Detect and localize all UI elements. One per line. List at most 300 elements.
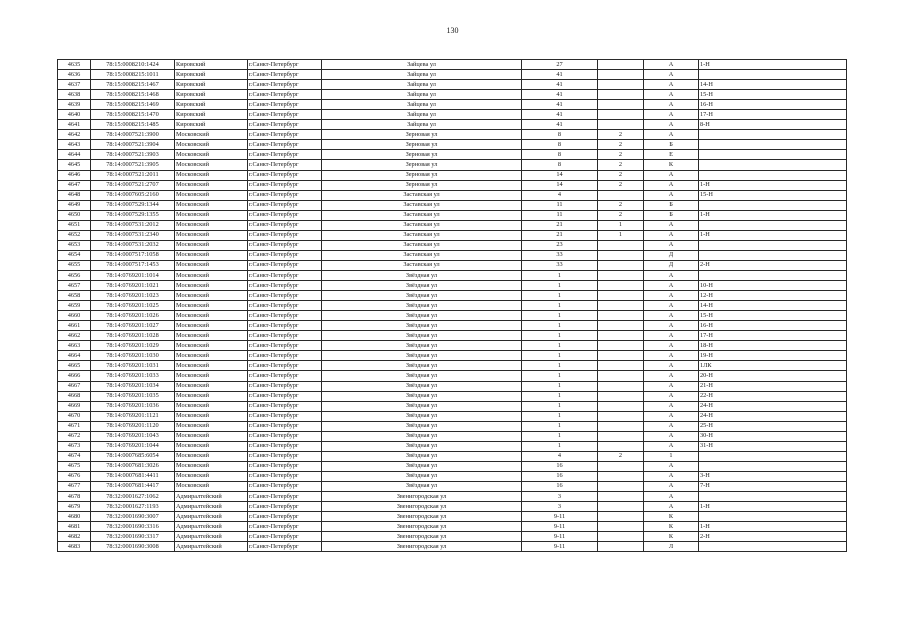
row-number-cell: 4638 xyxy=(58,90,91,100)
house-cell: 21 xyxy=(522,230,598,240)
row-number-cell: 4675 xyxy=(58,461,91,471)
letter-cell: А xyxy=(644,502,699,512)
district-cell: Адмиралтейский xyxy=(175,522,248,532)
district-cell: Кировский xyxy=(175,80,248,90)
table-row xyxy=(58,110,847,120)
letter-cell: А xyxy=(644,230,699,240)
street-cell: Зерновая ул xyxy=(322,130,522,140)
table-row xyxy=(58,431,847,441)
district-cell: Московский xyxy=(175,391,248,401)
building-cell: 1 xyxy=(598,230,644,240)
street-cell: Звёздная ул xyxy=(322,331,522,341)
street-cell: Зерновая ул xyxy=(322,180,522,190)
row-number-cell: 4641 xyxy=(58,120,91,130)
building-cell xyxy=(598,281,644,291)
letter-cell: А xyxy=(644,311,699,321)
cadastral-number-cell: 78:14:0769201:1043 xyxy=(91,431,175,441)
cadastral-number-cell: 78:32:0001627:1193 xyxy=(91,502,175,512)
district-cell: Московский xyxy=(175,220,248,230)
letter-cell: К xyxy=(644,512,699,522)
street-cell: Звёздная ул xyxy=(322,481,522,491)
premises-cell: 1-Н xyxy=(699,230,847,240)
house-cell: 11 xyxy=(522,210,598,220)
district-cell: Кировский xyxy=(175,60,248,70)
row-number-cell: 4674 xyxy=(58,451,91,461)
street-cell: Зайцева ул xyxy=(322,110,522,120)
table-row xyxy=(58,250,847,260)
district-cell: Адмиралтейский xyxy=(175,492,248,502)
table-row xyxy=(58,351,847,361)
cadastral-number-cell: 78:14:0007685:6054 xyxy=(91,451,175,461)
street-cell: Звёздная ул xyxy=(322,441,522,451)
district-cell: Московский xyxy=(175,421,248,431)
street-cell: Заставская ул xyxy=(322,190,522,200)
house-cell: 1 xyxy=(522,411,598,421)
letter-cell: А xyxy=(644,351,699,361)
building-cell xyxy=(598,70,644,80)
building-cell xyxy=(598,250,644,260)
street-cell: Звенигородская ул xyxy=(322,532,522,542)
row-number-cell: 4645 xyxy=(58,160,91,170)
table-row xyxy=(58,411,847,421)
cadastral-number-cell: 78:14:0769201:1036 xyxy=(91,401,175,411)
row-number-cell: 4663 xyxy=(58,341,91,351)
building-cell: 2 xyxy=(598,160,644,170)
street-cell: Звенигородская ул xyxy=(322,492,522,502)
district-cell: Кировский xyxy=(175,120,248,130)
table-row xyxy=(58,220,847,230)
building-cell: 2 xyxy=(598,200,644,210)
letter-cell: Б xyxy=(644,200,699,210)
house-cell: 41 xyxy=(522,110,598,120)
letter-cell: А xyxy=(644,481,699,491)
city-cell: г.Санкт-Петербург xyxy=(248,381,322,391)
city-cell: г.Санкт-Петербург xyxy=(248,301,322,311)
premises-cell: 24-Н xyxy=(699,411,847,421)
row-number-cell: 4652 xyxy=(58,230,91,240)
letter-cell: А xyxy=(644,381,699,391)
premises-cell xyxy=(699,542,847,552)
house-cell: 4 xyxy=(522,451,598,461)
row-number-cell: 4676 xyxy=(58,471,91,481)
street-cell: Звёздная ул xyxy=(322,391,522,401)
house-cell: 1 xyxy=(522,381,598,391)
building-cell xyxy=(598,522,644,532)
street-cell: Звёздная ул xyxy=(322,351,522,361)
house-cell: 1 xyxy=(522,421,598,431)
house-cell: 1 xyxy=(522,361,598,371)
city-cell: г.Санкт-Петербург xyxy=(248,411,322,421)
city-cell: г.Санкт-Петербург xyxy=(248,461,322,471)
house-cell: 41 xyxy=(522,70,598,80)
city-cell: г.Санкт-Петербург xyxy=(248,401,322,411)
district-cell: Адмиралтейский xyxy=(175,532,248,542)
letter-cell: А xyxy=(644,240,699,250)
table-row xyxy=(58,481,847,491)
table-row xyxy=(58,291,847,301)
city-cell: г.Санкт-Петербург xyxy=(248,60,322,70)
letter-cell: А xyxy=(644,371,699,381)
row-number-cell: 4656 xyxy=(58,270,91,280)
building-cell xyxy=(598,431,644,441)
street-cell: Звёздная ул xyxy=(322,321,522,331)
house-cell: 8 xyxy=(522,140,598,150)
table-row xyxy=(58,331,847,341)
city-cell: г.Санкт-Петербург xyxy=(248,502,322,512)
letter-cell: А xyxy=(644,401,699,411)
building-cell xyxy=(598,240,644,250)
cadastral-number-cell: 78:15:0008215:1011 xyxy=(91,70,175,80)
city-cell: г.Санкт-Петербург xyxy=(248,270,322,280)
house-cell: 1 xyxy=(522,401,598,411)
row-number-cell: 4683 xyxy=(58,542,91,552)
building-cell xyxy=(598,331,644,341)
house-cell: 9-11 xyxy=(522,512,598,522)
cadastral-number-cell: 78:14:0007605:2160 xyxy=(91,190,175,200)
cadastral-number-cell: 78:14:0769201:1026 xyxy=(91,311,175,321)
letter-cell: Е xyxy=(644,150,699,160)
premises-cell: 1-Н xyxy=(699,60,847,70)
district-cell: Московский xyxy=(175,361,248,371)
house-cell: 27 xyxy=(522,60,598,70)
premises-cell: 21-Н xyxy=(699,381,847,391)
city-cell: г.Санкт-Петербург xyxy=(248,220,322,230)
premises-cell: 2-Н xyxy=(699,260,847,270)
cadastral-number-cell: 78:14:0769201:1031 xyxy=(91,361,175,371)
cadastral-number-cell: 78:14:0769201:1044 xyxy=(91,441,175,451)
row-number-cell: 4658 xyxy=(58,291,91,301)
cadastral-number-cell: 78:14:0007521:3900 xyxy=(91,130,175,140)
building-cell xyxy=(598,110,644,120)
cadastral-number-cell: 78:14:0007517:1453 xyxy=(91,260,175,270)
cadastral-number-cell: 78:14:0769201:1030 xyxy=(91,351,175,361)
row-number-cell: 4681 xyxy=(58,522,91,532)
house-cell: 14 xyxy=(522,180,598,190)
cadastral-number-cell: 78:32:0001627:1062 xyxy=(91,492,175,502)
building-cell xyxy=(598,80,644,90)
street-cell: Звёздная ул xyxy=(322,311,522,321)
letter-cell: А xyxy=(644,80,699,90)
letter-cell: К xyxy=(644,522,699,532)
building-cell xyxy=(598,351,644,361)
table-row xyxy=(58,441,847,451)
city-cell: г.Санкт-Петербург xyxy=(248,512,322,522)
city-cell: г.Санкт-Петербург xyxy=(248,471,322,481)
district-cell: Московский xyxy=(175,321,248,331)
street-cell: Зайцева ул xyxy=(322,70,522,80)
table-row xyxy=(58,230,847,240)
row-number-cell: 4661 xyxy=(58,321,91,331)
street-cell: Звёздная ул xyxy=(322,401,522,411)
letter-cell: 1 xyxy=(644,451,699,461)
cadastral-number-cell: 78:14:0769201:1014 xyxy=(91,270,175,280)
district-cell: Кировский xyxy=(175,90,248,100)
house-cell: 41 xyxy=(522,90,598,100)
row-number-cell: 4680 xyxy=(58,512,91,522)
row-number-cell: 4636 xyxy=(58,70,91,80)
premises-cell: 1-Н xyxy=(699,180,847,190)
city-cell: г.Санкт-Петербург xyxy=(248,240,322,250)
house-cell: 41 xyxy=(522,120,598,130)
table-row xyxy=(58,391,847,401)
row-number-cell: 4648 xyxy=(58,190,91,200)
house-cell: 3 xyxy=(522,502,598,512)
district-cell: Московский xyxy=(175,381,248,391)
table-row xyxy=(58,281,847,291)
letter-cell: А xyxy=(644,110,699,120)
table-row xyxy=(58,180,847,190)
building-cell xyxy=(598,301,644,311)
city-cell: г.Санкт-Петербург xyxy=(248,481,322,491)
row-number-cell: 4677 xyxy=(58,481,91,491)
building-cell xyxy=(598,411,644,421)
city-cell: г.Санкт-Петербург xyxy=(248,230,322,240)
building-cell: 1 xyxy=(598,220,644,230)
house-cell: 23 xyxy=(522,240,598,250)
city-cell: г.Санкт-Петербург xyxy=(248,170,322,180)
street-cell: Зайцева ул xyxy=(322,80,522,90)
row-number-cell: 4646 xyxy=(58,170,91,180)
building-cell xyxy=(598,512,644,522)
street-cell: Звёздная ул xyxy=(322,270,522,280)
house-cell: 1 xyxy=(522,431,598,441)
district-cell: Московский xyxy=(175,291,248,301)
street-cell: Звёздная ул xyxy=(322,371,522,381)
city-cell: г.Санкт-Петербург xyxy=(248,532,322,542)
letter-cell: А xyxy=(644,361,699,371)
cadastral-number-cell: 78:15:0008215:1470 xyxy=(91,110,175,120)
table-row xyxy=(58,381,847,391)
row-number-cell: 4667 xyxy=(58,381,91,391)
house-cell: 16 xyxy=(522,481,598,491)
house-cell: 9-11 xyxy=(522,532,598,542)
row-number-cell: 4660 xyxy=(58,311,91,321)
table-row xyxy=(58,321,847,331)
house-cell: 3 xyxy=(522,492,598,502)
district-cell: Московский xyxy=(175,351,248,361)
premises-cell: 30-Н xyxy=(699,431,847,441)
premises-cell: 17-Н xyxy=(699,331,847,341)
premises-cell: 15-Н xyxy=(699,90,847,100)
building-cell xyxy=(598,481,644,491)
cadastral-number-cell: 78:14:0769201:1025 xyxy=(91,301,175,311)
building-cell xyxy=(598,90,644,100)
district-cell: Московский xyxy=(175,341,248,351)
building-cell xyxy=(598,341,644,351)
cadastral-number-cell: 78:14:0007681:3026 xyxy=(91,461,175,471)
city-cell: г.Санкт-Петербург xyxy=(248,421,322,431)
city-cell: г.Санкт-Петербург xyxy=(248,140,322,150)
street-cell: Звёздная ул xyxy=(322,451,522,461)
letter-cell: А xyxy=(644,321,699,331)
district-cell: Московский xyxy=(175,471,248,481)
street-cell: Заставская ул xyxy=(322,230,522,240)
letter-cell: А xyxy=(644,60,699,70)
city-cell: г.Санкт-Петербург xyxy=(248,431,322,441)
letter-cell: А xyxy=(644,170,699,180)
row-number-cell: 4662 xyxy=(58,331,91,341)
district-cell: Московский xyxy=(175,281,248,291)
district-cell: Московский xyxy=(175,461,248,471)
district-cell: Адмиралтейский xyxy=(175,542,248,552)
premises-cell: 31-Н xyxy=(699,441,847,451)
premises-cell: 10-Н xyxy=(699,281,847,291)
premises-cell xyxy=(699,70,847,80)
table-row xyxy=(58,542,847,552)
row-number-cell: 4635 xyxy=(58,60,91,70)
house-cell: 1 xyxy=(522,341,598,351)
cadastral-number-cell: 78:32:0001690:3316 xyxy=(91,522,175,532)
city-cell: г.Санкт-Петербург xyxy=(248,371,322,381)
district-cell: Московский xyxy=(175,311,248,321)
district-cell: Московский xyxy=(175,170,248,180)
table-row xyxy=(58,60,847,70)
table-row xyxy=(58,170,847,180)
table-row xyxy=(58,240,847,250)
house-cell: 21 xyxy=(522,220,598,230)
district-cell: Московский xyxy=(175,441,248,451)
table-row xyxy=(58,512,847,522)
house-cell: 8 xyxy=(522,130,598,140)
cadastral-number-cell: 78:14:0007521:2011 xyxy=(91,170,175,180)
city-cell: г.Санкт-Петербург xyxy=(248,210,322,220)
house-cell: 8 xyxy=(522,150,598,160)
district-cell: Кировский xyxy=(175,100,248,110)
city-cell: г.Санкт-Петербург xyxy=(248,441,322,451)
district-cell: Московский xyxy=(175,331,248,341)
table-row xyxy=(58,341,847,351)
table-row xyxy=(58,70,847,80)
building-cell: 2 xyxy=(598,150,644,160)
table-row xyxy=(58,130,847,140)
building-cell: 2 xyxy=(598,140,644,150)
table-row xyxy=(58,190,847,200)
city-cell: г.Санкт-Петербург xyxy=(248,311,322,321)
street-cell: Зайцева ул xyxy=(322,100,522,110)
row-number-cell: 4653 xyxy=(58,240,91,250)
premises-cell: 14-Н xyxy=(699,301,847,311)
house-cell: 41 xyxy=(522,80,598,90)
table-row xyxy=(58,270,847,280)
row-number-cell: 4639 xyxy=(58,100,91,110)
city-cell: г.Санкт-Петербург xyxy=(248,120,322,130)
row-number-cell: 4668 xyxy=(58,391,91,401)
row-number-cell: 4682 xyxy=(58,532,91,542)
street-cell: Зайцева ул xyxy=(322,120,522,130)
premises-cell xyxy=(699,240,847,250)
street-cell: Зерновая ул xyxy=(322,150,522,160)
city-cell: г.Санкт-Петербург xyxy=(248,291,322,301)
letter-cell: А xyxy=(644,130,699,140)
street-cell: Зерновая ул xyxy=(322,160,522,170)
street-cell: Звенигородская ул xyxy=(322,522,522,532)
house-cell: 1 xyxy=(522,270,598,280)
building-cell xyxy=(598,391,644,401)
cadastral-number-cell: 78:15:0008215:1469 xyxy=(91,100,175,110)
cadastral-number-cell: 78:14:0007531:2340 xyxy=(91,230,175,240)
table-row xyxy=(58,421,847,431)
premises-cell: 7-Н xyxy=(699,481,847,491)
row-number-cell: 4678 xyxy=(58,492,91,502)
letter-cell: А xyxy=(644,331,699,341)
city-cell: г.Санкт-Петербург xyxy=(248,492,322,502)
house-cell: 1 xyxy=(522,321,598,331)
property-register-table xyxy=(57,59,847,552)
row-number-cell: 4654 xyxy=(58,250,91,260)
district-cell: Адмиралтейский xyxy=(175,502,248,512)
cadastral-number-cell: 78:14:0769201:1120 xyxy=(91,421,175,431)
letter-cell: А xyxy=(644,441,699,451)
city-cell: г.Санкт-Петербург xyxy=(248,150,322,160)
cadastral-number-cell: 78:14:0769201:1035 xyxy=(91,391,175,401)
premises-cell xyxy=(699,492,847,502)
row-number-cell: 4670 xyxy=(58,411,91,421)
building-cell xyxy=(598,120,644,130)
premises-cell xyxy=(699,160,847,170)
letter-cell: А xyxy=(644,421,699,431)
district-cell: Московский xyxy=(175,270,248,280)
cadastral-number-cell: 78:14:0769201:1027 xyxy=(91,321,175,331)
house-cell: 1 xyxy=(522,291,598,301)
house-cell: 11 xyxy=(522,200,598,210)
cadastral-number-cell: 78:14:0769201:1034 xyxy=(91,381,175,391)
cadastral-number-cell: 78:14:0769201:1021 xyxy=(91,281,175,291)
building-cell: 2 xyxy=(598,170,644,180)
premises-cell xyxy=(699,512,847,522)
street-cell: Звёздная ул xyxy=(322,421,522,431)
building-cell xyxy=(598,291,644,301)
letter-cell: А xyxy=(644,120,699,130)
house-cell: 8 xyxy=(522,160,598,170)
letter-cell: А xyxy=(644,391,699,401)
district-cell: Московский xyxy=(175,260,248,270)
house-cell: 41 xyxy=(522,100,598,110)
letter-cell: А xyxy=(644,190,699,200)
street-cell: Звенигородская ул xyxy=(322,542,522,552)
letter-cell: А xyxy=(644,90,699,100)
premises-cell xyxy=(699,200,847,210)
premises-cell xyxy=(699,250,847,260)
city-cell: г.Санкт-Петербург xyxy=(248,100,322,110)
premises-cell xyxy=(699,270,847,280)
premises-cell xyxy=(699,130,847,140)
city-cell: г.Санкт-Петербург xyxy=(248,522,322,532)
building-cell xyxy=(598,100,644,110)
house-cell: 9-11 xyxy=(522,542,598,552)
house-cell: 1 xyxy=(522,281,598,291)
street-cell: Заставская ул xyxy=(322,250,522,260)
city-cell: г.Санкт-Петербург xyxy=(248,361,322,371)
city-cell: г.Санкт-Петербург xyxy=(248,321,322,331)
premises-cell: 20-Н xyxy=(699,371,847,381)
row-number-cell: 4673 xyxy=(58,441,91,451)
house-cell: 16 xyxy=(522,471,598,481)
building-cell: 2 xyxy=(598,210,644,220)
table-body xyxy=(58,60,847,552)
house-cell: 14 xyxy=(522,170,598,180)
district-cell: Кировский xyxy=(175,70,248,80)
district-cell: Кировский xyxy=(175,110,248,120)
building-cell xyxy=(598,321,644,331)
cadastral-number-cell: 78:14:0007531:2012 xyxy=(91,220,175,230)
house-cell: 1 xyxy=(522,391,598,401)
row-number-cell: 4644 xyxy=(58,150,91,160)
letter-cell: А xyxy=(644,100,699,110)
street-cell: Звёздная ул xyxy=(322,471,522,481)
table-row xyxy=(58,361,847,371)
district-cell: Московский xyxy=(175,160,248,170)
street-cell: Заставская ул xyxy=(322,200,522,210)
